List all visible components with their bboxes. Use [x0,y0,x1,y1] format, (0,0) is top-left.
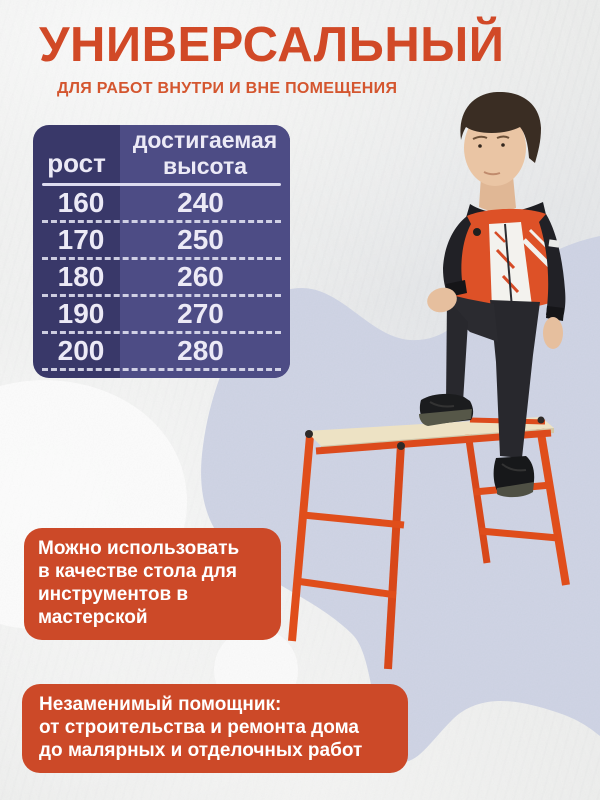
cell-height: 170 [57,224,105,255]
height-table-body [42,186,281,371]
table-row [42,297,281,334]
table-row [42,223,281,260]
col-header-reach [120,125,290,181]
jacket-emblem [473,228,481,236]
cell-reach: 240 [177,187,224,218]
page-title: УНИВЕРСАЛЬНЫЙ [39,18,505,72]
man-right-hand [543,317,563,349]
callout-helper [22,684,408,773]
cell-height: 180 [57,261,105,292]
callout-workshop-table [24,528,281,640]
cell-height: 190 [57,298,105,329]
table-row [42,260,281,297]
cell-reach: 280 [177,335,224,366]
callout-line: в качестве стола для [38,561,237,582]
col-header-reach-line1: достигаемая [132,127,278,153]
cell-height: 160 [57,187,105,218]
cell-reach: 250 [177,224,224,255]
page-subtitle: ДЛЯ РАБОТ ВНУТРИ И ВНЕ ПОМЕЩЕНИЯ [57,80,398,97]
callout-line: мастерской [38,607,148,628]
col-header-height: рост [47,148,106,178]
sleeve-patch [548,239,559,247]
callout-line: Незаменимый помощник: [39,694,282,715]
callout-line: до малярных и отделочных работ [39,740,363,761]
table-row [42,186,281,223]
callout-line: инструментов в [38,584,189,605]
cell-reach: 270 [177,298,224,329]
col-header-reach-line2: высота [162,153,248,179]
height-table-header [33,125,290,181]
table-row [42,334,281,371]
cell-reach: 260 [177,261,224,292]
height-table [33,125,290,378]
callout-line: Можно использовать [38,538,240,559]
cell-height: 200 [57,335,105,366]
callout-line: от строительства и ремонта дома [39,717,359,738]
